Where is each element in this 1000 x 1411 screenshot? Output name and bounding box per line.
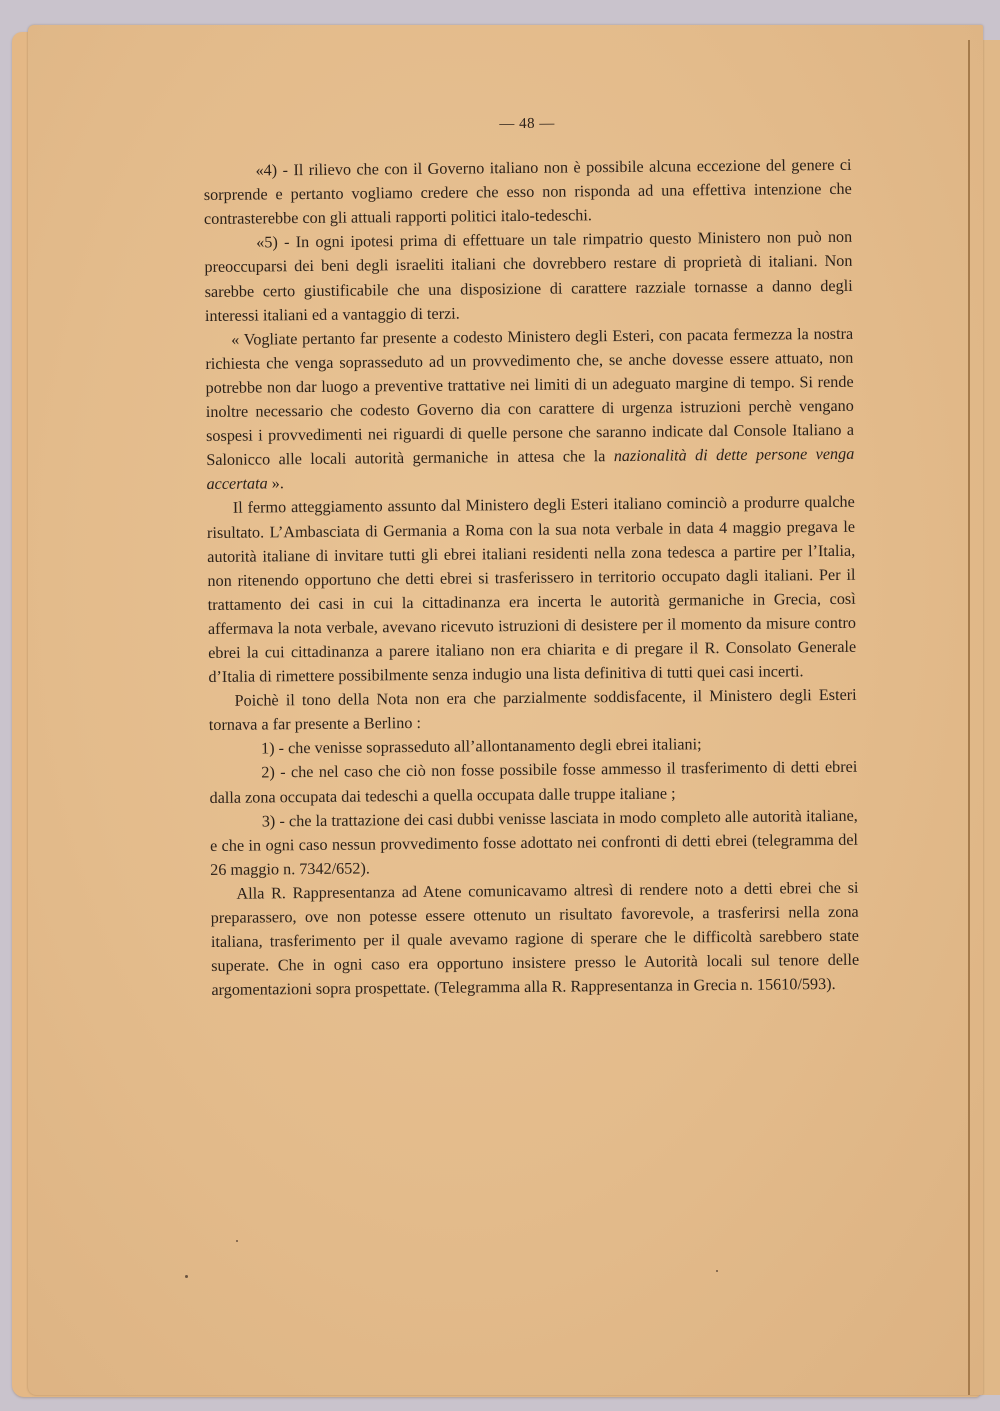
paragraph-ministry-response: Poichè il tono della Nota non era che parzialmente soddisfacente, il Ministero degli Esteri tornava a far presente a Berlino : <box>208 685 857 735</box>
paper-speck <box>716 1270 718 1272</box>
paragraph-point-4: «4) - Il rilievo che con il Governo italiano non è possibile alcuna eccezione del genere ci sorprende e pertanto vogliamo credere che esso non risponda ad una effettiva intenzione che contrasterebbe con gli attuali rapporti politici italo-tedeschi. <box>203 155 852 229</box>
page-number: — 48 — <box>499 115 555 133</box>
quoted-request-text: « Vogliate pertanto far presente a codesto Ministero degli Esteri, con pacata fermezza la nostra richiesta che venga soprasseduto ad un provvedimento che, se anche dovesse essere attuato, non potrebbe non dar luogo a preventive trattative nei limiti di un adeguato margine di tempo. Si rende inoltre necessario che codesto Governo dia con carattere di urgenza istruzioni perchè vengano sospesi i provvedimenti nei riguardi di quelle persone che saranno indicate dal Console Italiano a Salonicco alle locali autorità germaniche in attesa che la <box>205 324 855 470</box>
quoted-request-closing: ». <box>267 474 284 493</box>
paper-speck <box>236 1240 238 1242</box>
paper-speck <box>185 1275 188 1278</box>
paragraph-point-5: «5) - In ogni ipotesi prima di effettuare un tale rimpatrio questo Ministero non può non preoccuparsi dei beni degli israeliti italiani che dovrebbero restare di proprietà di italiani. Non sarebbe certo giustificabile che una disposizione di carattere razziale tornasse a danno degli interessi italiani ed a vantaggio di terzi. <box>204 228 853 325</box>
list-item-1: 1) - che venisse soprasseduto all’allontanamento degli ebrei italiani; <box>261 735 702 758</box>
list-item-3: 3) - che la trattazione dei casi dubbi venisse lasciata in modo completo alle autorità italiane, e che in ogni caso nessun provvedimento fosse adottato nei confronti di detti ebrei (telegramma del 26 maggio n. 7342/652). <box>209 806 859 879</box>
paragraph-quoted-request <box>205 322 855 497</box>
paragraph-athens-representation: Alla R. Rappresentanza ad Atene comunicavamo altresì di rendere noto a detti ebrei che si preparassero, ove non potesse essere ottenuto un risultato favorevole, a trasferirsi nella zona italiana, trasferimento per il quale avevamo ragione di sperare che le difficoltà sarebbero state superate. Che in ogni caso era opportuno insistere presso le Autorità locali sul tenore delle argomentazioni sopra prospettate. (Telegramma alla R. Rappresentanza in Grecia n. 15610/593). <box>210 878 860 1000</box>
list-item-2: 2) - che nel caso che ciò non fosse possibile fosse ammesso il trasferimento di detti ebrei dalla zona occupata dai tedeschi a quella occupata dalle truppe italiane ; <box>209 758 858 807</box>
page-binding-edge <box>968 40 970 1395</box>
paragraph-german-embassy-note: Il fermo atteggiamento assunto dal Ministero degli Esteri italiano cominciò a produrre qualche risultato. L’Ambasciata di Germania a Roma con la sua nota verbale in data 4 maggio pregava le autorità italiane di invitare tutti gli ebrei italiani residenti nella zona tedesca a partire per l’Italia, non ritenendo opportuno che detti ebrei si trasferissero in territorio occupato dagli italiani. Per il trattamento dei casi in cui la cittadinanza era incerta le autorità germaniche in Grecia, così affermava la nota verbale, avevano ricevuto istruzioni di desistere per il momento da misure contro ebrei la cui cittadinanza a parere italiano non era chiarita e di pregare il R. Consolato Generale d’Italia di rimettere possibilmente senza indugio una lista definitiva di tutti quei casi incerti. <box>206 493 857 687</box>
quoted-request-italic: nazionalità di dette persone venga accertata <box>206 444 855 494</box>
document-body <box>203 109 859 1003</box>
